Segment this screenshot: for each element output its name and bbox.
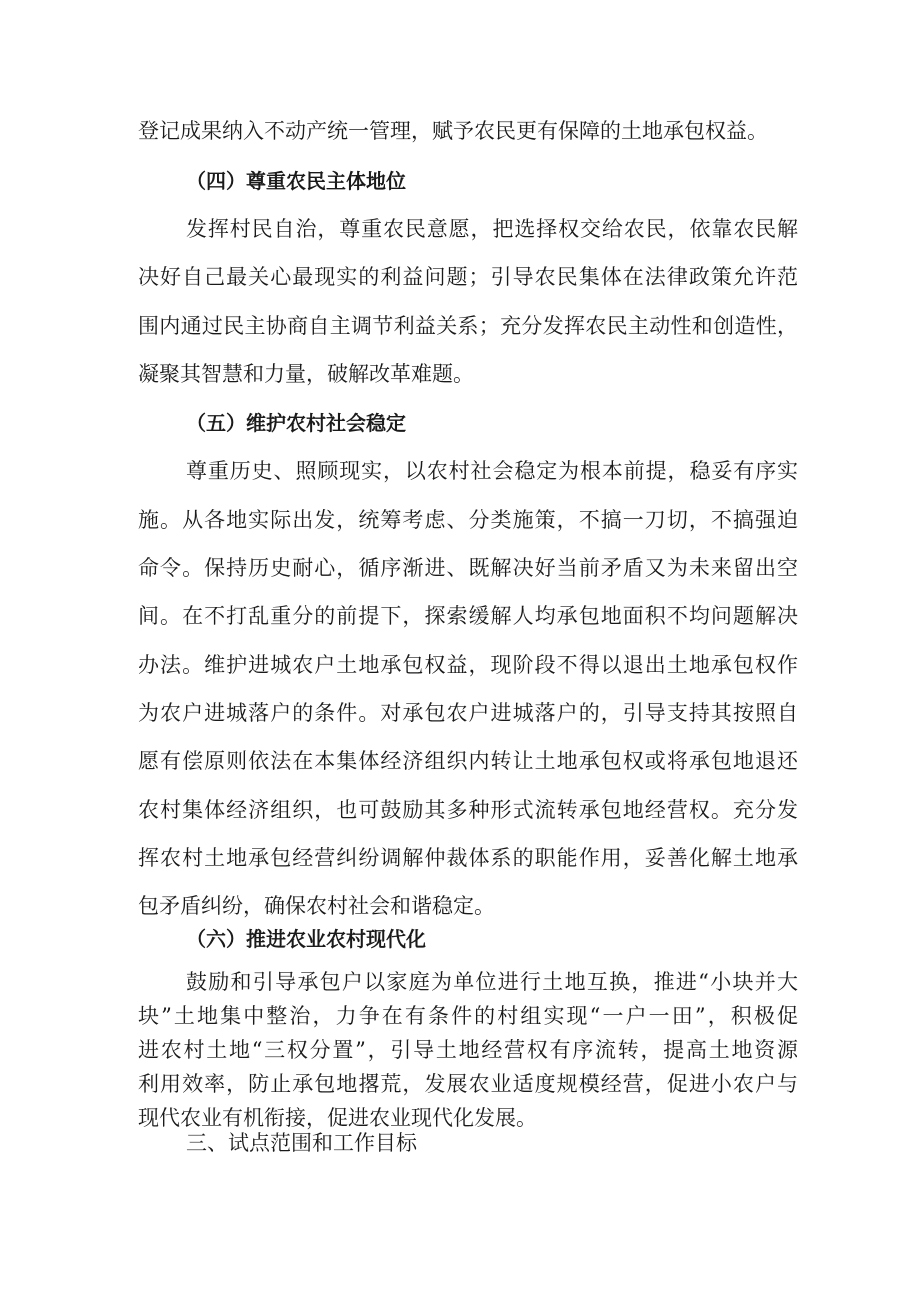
paragraph-line: 进农村土地“三权分置”，引导土地经营权有序流转，提高土地资源	[138, 1038, 798, 1062]
paragraph-line: 决好自己最关心最现实的利益问题；引导农民集体在法律政策允许范	[138, 265, 798, 289]
paragraph-line: 凝聚其智慧和力量，破解改革难题。	[138, 362, 474, 386]
paragraph-line: 愿有偿原则依法在本集体经济组织内转让土地承包权或将承包地退还	[138, 749, 798, 773]
paragraph-line: 围内通过民主协商自主调节利益关系；充分发挥农民主动性和创造性，	[138, 314, 798, 338]
chapter-heading-3: 三、试点范围和工作目标	[186, 1131, 417, 1155]
paragraph-line: 农村集体经济组织，也可鼓励其多种形式流转承包地经营权。充分发	[138, 798, 798, 822]
paragraph-line: 登记成果纳入不动产统一管理，赋予农民更有保障的土地承包权益。	[138, 119, 768, 143]
paragraph-line: 利用效率，防止承包地撂荒，发展农业适度规模经营，促进小农户与	[138, 1072, 798, 1096]
paragraph-line: 挥农村土地承包经营纠纷调解仲裁体系的职能作用，妥善化解土地承	[138, 846, 798, 870]
paragraph-line: 块”土地集中整治，力争在有条件的村组实现“一户一田”，积极促	[138, 1004, 798, 1028]
paragraph-line: 现代农业有机衔接，促进农业现代化发展。	[138, 1106, 537, 1130]
paragraph-line: 尊重历史、照顾现实，以农村社会稳定为根本前提，稳妥有序实	[186, 459, 798, 483]
paragraph-line: 命令。保持历史耐心，循序渐进、既解决好当前矛盾又为未来留出空	[138, 556, 798, 580]
paragraph-line: 为农户进城落户的条件。对承包农户进城落户的，引导支持其按照自	[138, 701, 798, 725]
paragraph-line: 施。从各地实际出发，统筹考虑、分类施策，不搞一刀切，不搞强迫	[138, 508, 798, 532]
paragraph-line: 鼓励和引导承包户以家庭为单位进行土地互换，推进“小块并大	[186, 970, 798, 994]
paragraph-line: 包矛盾纠纷，确保农村社会和谐稳定。	[138, 894, 495, 918]
section-heading-6: （六）推进农业农村现代化	[186, 927, 426, 951]
section-heading-4: （四）尊重农民主体地位	[186, 169, 406, 193]
paragraph-line: 间。在不打乱重分的前提下，探索缓解人均承包地面积不均问题解决	[138, 604, 798, 628]
paragraph-line: 办法。维护进城农户土地承包权益，现阶段不得以退出土地承包权作	[138, 653, 798, 677]
paragraph-line: 发挥村民自治，尊重农民意愿，把选择权交给农民，依靠农民解	[186, 217, 798, 241]
section-heading-5: （五）维护农村社会稳定	[186, 411, 406, 435]
